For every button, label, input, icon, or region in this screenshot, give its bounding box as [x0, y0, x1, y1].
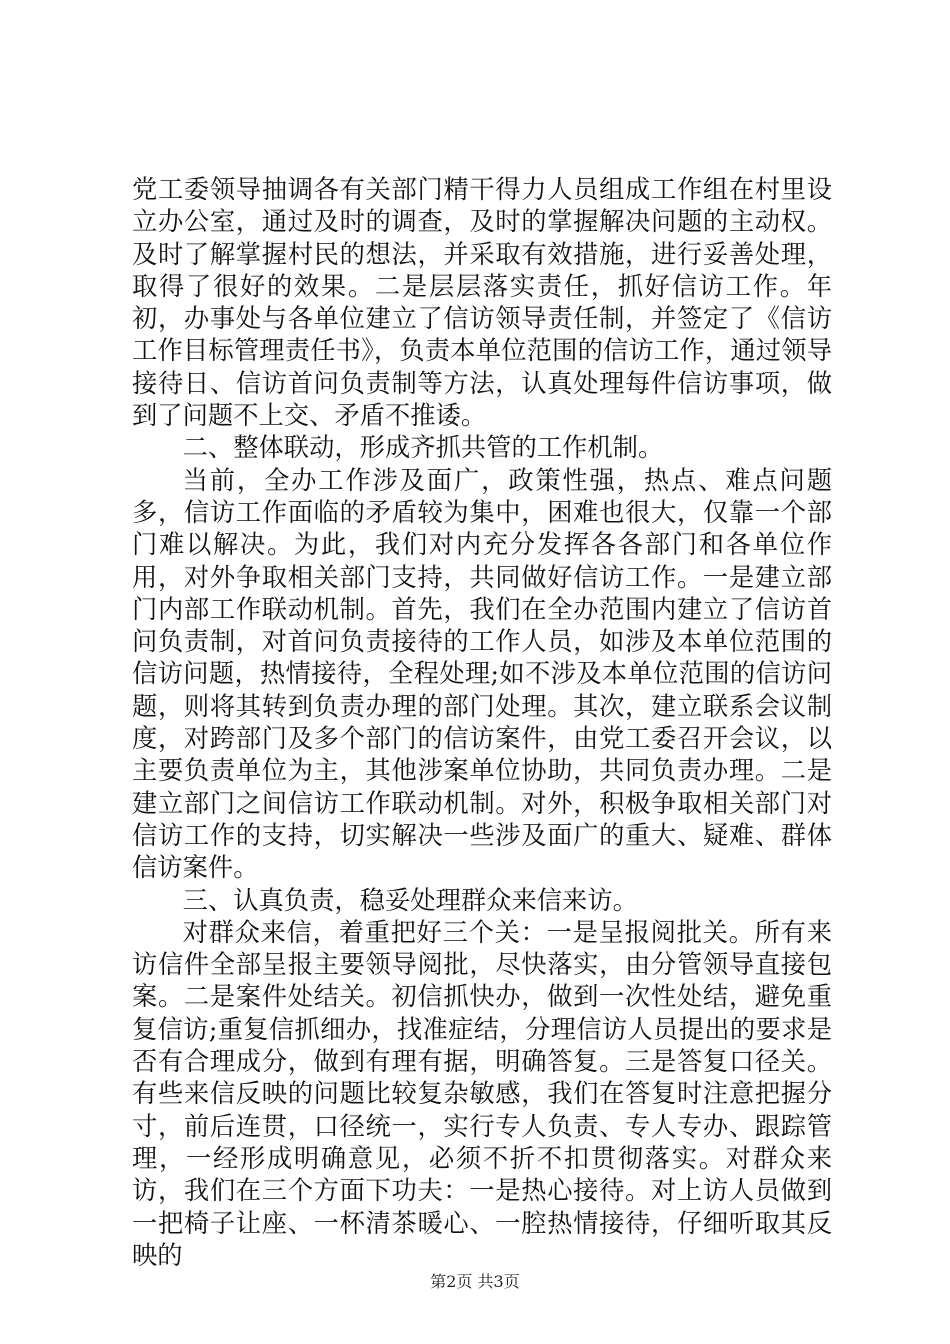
paragraph-section-2: 当前，全办工作涉及面广，政策性强，热点、难点问题多，信访工作面临的矛盾较为集中，困难也很大，仅靠一个部门难以解决。为此，我们对内充分发挥各各部门和各单位作用，对外争取相关部门支持，共同做好信访工作。一是建立部门内部工作联动机制。首先，我们在全办范围内建立了信访首问负责制，对首问负责接待的工作人员，如涉及本单位范围的信访问题，热情接待，全程处理;如不涉及本单位范围的信访问题，则将其转到负责办理的部门处理。其次，建立联系会议制度，对跨部门及多个部门的信访案件，由党工委召开会议，以主要负责单位为主，其他涉案单位协助，共同负责办理。二是建立部门之间信访工作联动机制。对外，积极争取相关部门对信访工作的支持，切实解决一些涉及面广的重大、疑难、群体信访案件。 [132, 465, 832, 883]
paragraph-section-3: 对群众来信，着重把好三个关：一是呈报阅批关。所有来访信件全部呈报主要领导阅批，尽快落实，由分管领导直接包案。二是案件处结关。初信抓快办，做到一次性处结，避免重复信访;重复信抓细办，找准症结，分理信访人员提出的要求是否有合理成分，做到有理有据，明确答复。三是答复口径关。有些来信反映的问题比较复杂敏感，我们在答复时注意把握分寸，前后连贯，口径统一，实行专人负责、专人专办、跟踪管理，一经形成明确意见，必须不折不扣贯彻落实。对群众来访，我们在三个方面下功夫：一是热心接待。对上访人员做到一把椅子让座、一杯清茶暖心、一腔热情接待，仔细听取其反映的 [132, 917, 832, 1270]
paragraph-continuation: 党工委领导抽调各有关部门精干得力人员组成工作组在村里设立办公室，通过及时的调查，及时的掌握解决问题的主动权。及时了解掌握村民的想法，并采取有效措施，进行妥善处理，取得了很好的效果。二是层层落实责任，抓好信访工作。年初，办事处与各单位建立了信访领导责任制，并签定了《信访工作目标管理责任书》，负责本单位范围的信访工作，通过领导接待日、信访首问负责制等方法，认真处理每件信访事项，做到了问题不上交、矛盾不推诿。 [132, 175, 832, 431]
section-heading-2: 二、整体联动，形成齐抓共管的工作机制。 [182, 433, 664, 463]
page-footer: 第2页 共3页 [430, 1272, 520, 1291]
document-body [132, 174, 832, 1272]
section-heading-3: 三、认真负责，稳妥处理群众来信来访。 [182, 885, 638, 915]
